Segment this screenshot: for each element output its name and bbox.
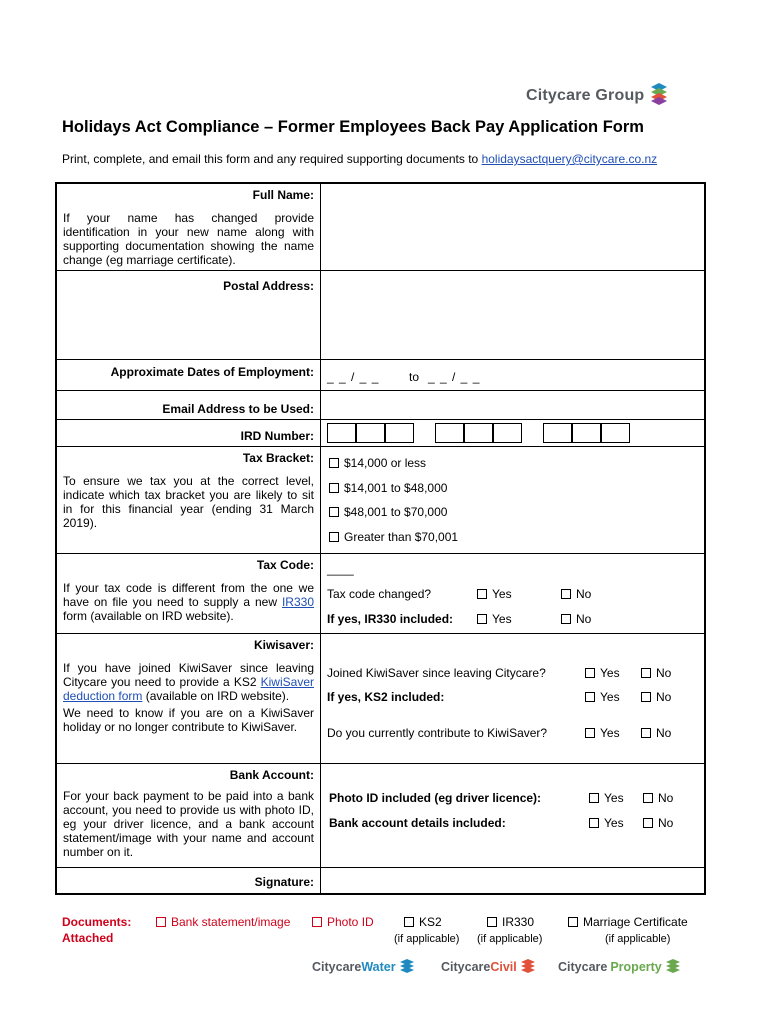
signature-row [57, 868, 704, 893]
ks2-included-yes[interactable]: Yes [585, 690, 620, 704]
postal-address-label: Postal Address: [223, 279, 314, 293]
joined-kiwisaver-yes[interactable]: Yes [585, 666, 620, 680]
citycare-layers-icon [648, 82, 670, 109]
tax-bracket-option-2[interactable]: $14,001 to $48,000 [329, 481, 447, 495]
ir330-included-no[interactable]: No [561, 612, 591, 626]
signature-label: Signature: [254, 875, 314, 889]
full-name-row [57, 184, 704, 271]
property-layers-icon [665, 958, 681, 976]
tax-code-desc: If your tax code is different from the one we have on file you need to supply a new IR330 form (available on IRD website). [63, 581, 314, 623]
doc-marriage-certificate[interactable]: Marriage Certificate [568, 914, 688, 930]
bank-details-yes[interactable]: Yes [589, 816, 624, 830]
contribute-kiwisaver-no[interactable]: No [641, 726, 671, 740]
ird-digit-box[interactable] [327, 423, 356, 443]
ks2-included-question: If yes, KS2 included: [327, 690, 445, 704]
contribute-kiwisaver-yes[interactable]: Yes [585, 726, 620, 740]
tax-code-changed-no[interactable]: No [561, 587, 591, 601]
photo-id-yes[interactable]: Yes [589, 791, 624, 805]
ird-digit-box[interactable] [493, 423, 522, 443]
checkbox[interactable] [641, 668, 651, 678]
full-name-desc: If your name has changed provide identification in your new name along with supporting documentation showing the name change (eg marriage certificate). [63, 211, 314, 267]
checkbox[interactable] [329, 458, 339, 468]
checkbox[interactable] [404, 917, 414, 927]
checkbox[interactable] [329, 507, 339, 517]
email-field[interactable] [321, 391, 704, 419]
ks2-included-no[interactable]: No [641, 690, 671, 704]
checkbox[interactable] [589, 818, 599, 828]
full-name-field[interactable] [321, 184, 704, 270]
tax-code-changed-question: Tax code changed? [327, 587, 432, 601]
photo-id-no[interactable]: No [643, 791, 673, 805]
tax-code-label: Tax Code: [256, 558, 314, 572]
checkbox[interactable] [643, 818, 653, 828]
doc-photo-id[interactable]: Photo ID [312, 914, 374, 930]
email-row [57, 391, 704, 420]
kiwisaver-deduction-form-link[interactable]: KiwiSaver deduction form [63, 675, 314, 703]
tax-code-changed-yes[interactable]: Yes [477, 587, 512, 601]
checkbox[interactable] [585, 668, 595, 678]
checkbox[interactable] [643, 793, 653, 803]
tax-bracket-option-4[interactable]: Greater than $70,001 [329, 530, 458, 544]
water-layers-icon [399, 958, 415, 976]
doc-ks2[interactable]: KS2 [404, 914, 442, 930]
photo-id-question: Photo ID included (eg driver licence): [329, 791, 542, 805]
checkbox[interactable] [641, 728, 651, 738]
postal-address-field[interactable] [321, 271, 704, 359]
ird-digit-box[interactable] [464, 423, 493, 443]
start-date-blank[interactable]: _ _ / _ _ [327, 370, 380, 384]
ird-digit-box[interactable] [601, 423, 630, 443]
bank-account-row [57, 764, 704, 868]
tax-code-row [57, 554, 704, 634]
bank-details-question: Bank account details included: [329, 816, 506, 830]
checkbox[interactable] [585, 728, 595, 738]
contribute-kiwisaver-question: Do you currently contribute to KiwiSaver? [327, 726, 548, 740]
tax-bracket-desc: To ensure we tax you at the correct level, indicate which tax bracket you are likely to sit in for this financial year (ending 31 March 2019). [63, 474, 314, 530]
ird-digit-box[interactable] [385, 423, 414, 443]
checkbox[interactable] [477, 589, 487, 599]
employment-dates-field[interactable] [321, 360, 704, 390]
checkbox[interactable] [156, 917, 166, 927]
application-form [55, 182, 706, 895]
employment-dates-row [57, 360, 704, 391]
end-date-blank[interactable]: _ _ / _ _ [428, 370, 481, 384]
bank-account-label: Bank Account: [229, 768, 314, 782]
brand-name: Citycare Group [526, 86, 645, 104]
kiwisaver-label: Kiwisaver: [253, 638, 314, 652]
checkbox[interactable] [312, 917, 322, 927]
tax-bracket-label: Tax Bracket: [242, 451, 314, 465]
ird-label: IRD Number: [240, 429, 314, 443]
tax-bracket-row [57, 447, 704, 554]
doc-bank-statement[interactable]: Bank statement/image [156, 914, 290, 930]
civil-layers-icon [520, 958, 536, 976]
documents-attached-label: Documents: Attached [62, 915, 132, 945]
date-to-label: to [409, 370, 420, 384]
checkbox[interactable] [589, 793, 599, 803]
ird-digit-box[interactable] [435, 423, 464, 443]
doc-ir330[interactable]: IR330 [487, 914, 534, 930]
checkbox[interactable] [477, 614, 487, 624]
marriage-if-applicable: (if applicable) [605, 933, 671, 945]
kiwisaver-row [57, 634, 704, 764]
citycare-water-logo: Citycare Water [312, 958, 415, 976]
citycare-civil-logo: Citycare Civil [441, 958, 536, 976]
bank-details-no[interactable]: No [643, 816, 673, 830]
full-name-label: Full Name: [252, 188, 314, 202]
ir330-included-question: If yes, IR330 included: [327, 612, 454, 626]
checkbox[interactable] [561, 589, 571, 599]
checkbox[interactable] [487, 917, 497, 927]
ird-number-field [321, 420, 704, 446]
ird-digit-box[interactable] [356, 423, 385, 443]
ir330-included-yes[interactable]: Yes [477, 612, 512, 626]
tax-bracket-option-3[interactable]: $48,001 to $70,000 [329, 505, 447, 519]
checkbox[interactable] [568, 917, 578, 927]
email-label: Email Address to be Used: [162, 402, 314, 416]
page-title: Holidays Act Compliance – Former Employees Back Pay Application Form [62, 118, 644, 136]
citycare-property-logo: Citycare Property [558, 958, 681, 976]
kiwisaver-desc: If you have joined KiwiSaver since leaving Citycare you need to provide a KS2 KiwiSaver deduction form (available on IRD website). [63, 661, 314, 703]
checkbox[interactable] [585, 692, 595, 702]
checkbox[interactable] [641, 692, 651, 702]
checkbox[interactable] [329, 532, 339, 542]
bank-account-desc: For your back payment to be paid into a bank account, you need to provide us with photo ID, eg your driver licence, and a bank account statement/image with your name and account number on it. [63, 789, 314, 859]
checkbox[interactable] [329, 483, 339, 493]
ks2-if-applicable: (if applicable) [394, 933, 460, 945]
checkbox[interactable] [561, 614, 571, 624]
ir330-if-applicable: (if applicable) [477, 933, 543, 945]
employment-dates-label: Approximate Dates of Employment: [110, 365, 314, 379]
ir330-link[interactable]: IR330 [281, 595, 314, 609]
signature-field[interactable] [321, 868, 704, 893]
ird-row [57, 420, 704, 447]
ird-digit-box[interactable] [543, 423, 572, 443]
brand-logo [526, 82, 670, 109]
joined-kiwisaver-no[interactable]: No [641, 666, 671, 680]
tax-code-blank[interactable]: ____ [327, 562, 354, 576]
ird-digit-box[interactable] [572, 423, 601, 443]
intro-text: Print, complete, and email this form and any required supporting documents to holidaysactquery@citycare.co.nz [62, 152, 658, 166]
contact-email-link[interactable]: holidaysactquery@citycare.co.nz [481, 152, 658, 166]
kiwisaver-desc-2: We need to know if you are on a KiwiSaver holiday or no longer contribute to KiwiSaver. [63, 706, 314, 734]
joined-kiwisaver-question: Joined KiwiSaver since leaving Citycare? [327, 666, 546, 680]
postal-address-row [57, 271, 704, 360]
tax-bracket-option-1[interactable]: $14,000 or less [329, 456, 426, 470]
